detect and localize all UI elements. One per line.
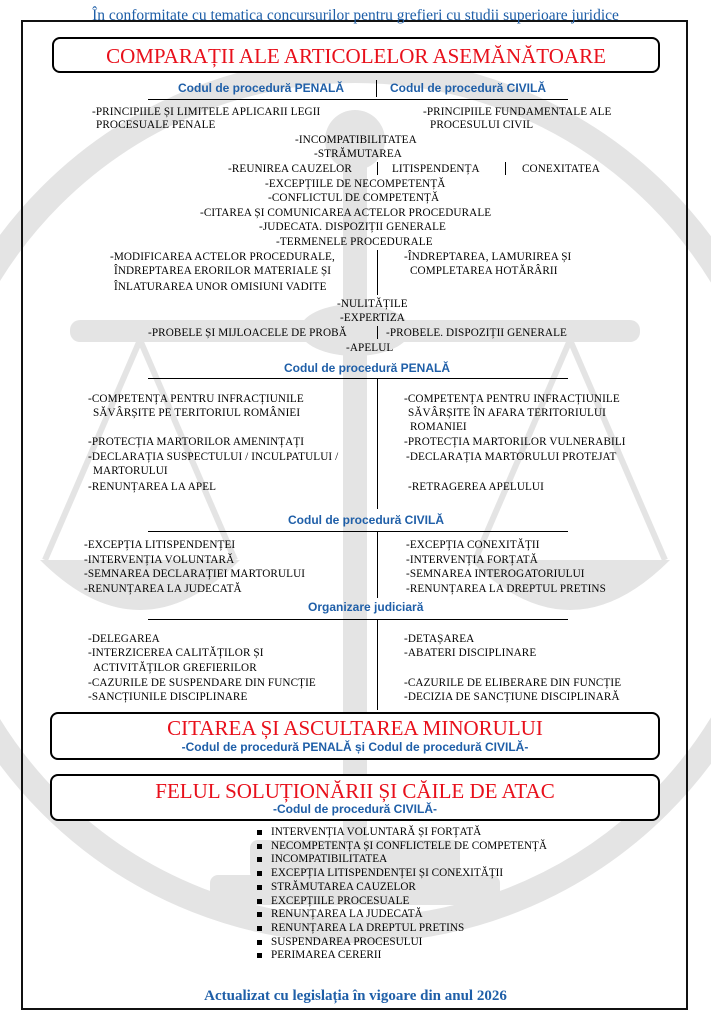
square-bullet-icon [257,871,262,876]
list-item: RENUNȚAREA LA DREPTUL PRETINS [255,922,547,936]
org-left-interzicerea-1: -INTERZICEREA CALITĂȚILOR ȘI [88,647,264,659]
penala-right-competenta-2: SĂVÂRȘITE ÎN AFARA TERITORIULUI [408,407,606,419]
square-bullet-icon [257,953,262,958]
list-item: INTERVENȚIA VOLUNTARĂ ȘI FORȚATĂ [255,826,547,840]
penala-rule [148,378,568,379]
conexitatea: CONEXITATEA [522,163,600,175]
stramutarea: -STRĂMUTAREA [314,148,402,160]
probele-right: -PROBELE. DISPOZIȚII GENERALE [386,327,567,339]
termenele: -TERMENELE PROCEDURALE [276,236,433,248]
square-bullet-icon [257,885,262,890]
org-left-interzicerea-2: ACTIVITĂȚILOR GREFIERILOR [93,662,257,674]
divider [377,250,378,295]
square-bullet-icon [257,830,262,835]
list-item: PERIMAREA CERERII [255,949,547,963]
org-right-abateri: -ABATERI DISCIPLINARE [404,647,537,659]
header-divider [376,80,377,97]
square-bullet-icon [257,926,262,931]
reunirea-cauzelor: -REUNIREA CAUZELOR [228,163,352,175]
compare-rule [148,99,568,100]
civila-right-0: -EXCEPȚIA CONEXITĂȚII [406,539,540,551]
citarea-minorului-subtitle: -Codul de procedură PENALĂ și Codul de procedură CIVILĂ- [181,740,529,754]
penala-right-competenta-1: -COMPETENȚA PENTRU INFRACȚIUNILE [404,393,620,405]
principii-right-2: PROCESULUI CIVIL [430,119,534,131]
judecata: -JUDECATA. DISPOZIȚII GENERALE [259,221,446,233]
civila-right-3: -RENUNȚAREA LA DREPTUL PRETINS [406,583,606,595]
penala-left-competenta-2: SĂVÂRȘITE PE TERITORIUL ROMÂNIEI [93,407,301,419]
penala-right-declaratia: -DECLARAȚIA MARTORULUI PROTEJAT [406,451,617,463]
penala-right-retragerea: -RETRAGEREA APELULUI [408,481,544,493]
org-left-delegarea: -DELEGAREA [88,633,160,645]
principii-left-2: PROCESUALE PENALE [96,119,216,131]
square-bullet-icon [257,899,262,904]
organizare-title: Organizare judiciară [308,600,424,614]
citarea-minorului-title: CITAREA ȘI ASCULTAREA MINORULUI [167,716,543,740]
felul-solutionarii-box [50,774,660,821]
list-item: EXCEPȚIILE PROCESUALE [255,895,547,909]
civila-left-0: -EXCEPȚIA LITISPENDENȚEI [84,539,236,551]
expertiza: -EXPERTIZA [340,312,405,324]
felul-solutionarii-subtitle: -Codul de procedură CIVILĂ- [272,802,437,816]
civila-left-3: -RENUNȚAREA LA JUDECATĂ [84,583,242,595]
civila-right-1: -INTERVENȚIA FORȚATĂ [406,554,538,566]
divider [377,326,378,339]
square-bullet-icon [257,844,262,849]
modificarea-2: ÎNDREPTAREA ERORILOR MATERIALE ȘI [114,265,332,277]
civila-left-2: -SEMNAREA DECLARAȚIEI MARTORULUI [84,568,306,580]
org-left-sanctiunile: -SANCȚIUNILE DISCIPLINARE [88,691,248,703]
organizare-rule [148,619,568,620]
list-item: STRĂMUTAREA CAUZELOR [255,881,547,895]
modificarea-1: -MODIFICAREA ACTELOR PROCEDURALE, [110,251,335,263]
square-bullet-icon [257,857,262,862]
main-title: COMPARAȚII ALE ARTICOLELOR ASEMĂNĂTOARE [106,44,606,68]
penala-left-declaratia-2: MARTORULUI [93,465,168,477]
indreptarea-2: COMPLETAREA HOTĂRÂRII [410,265,558,277]
list-item: RENUNȚAREA LA JUDECATĂ [255,908,547,922]
org-right-detasarea: -DETAȘAREA [404,633,475,645]
nulitatile: -NULITĂȚILE [337,298,408,310]
compare-header-left: Codul de procedură PENALĂ [178,81,345,95]
compare-header-right: Codul de procedură CIVILĂ [390,81,547,95]
litispendenta: LITISPENDENȚA [392,163,480,175]
principii-left-1: -PRINCIPIILE ȘI LIMITELE APLICARII LEGII [92,106,321,118]
apelul: -APELUL [346,342,394,354]
list-item: INCOMPATIBILITATEA [255,853,547,867]
divider [505,162,506,175]
org-right-decizia: -DECIZIA DE SANCȚIUNE DISCIPLINARĂ [404,691,620,703]
felul-solutionarii-title: FELUL SOLUȚIONĂRII ȘI CĂILE DE ATAC [155,779,555,803]
footer-note: Actualizat cu legislația în vigoare din anul 2026 [204,988,507,1004]
principii-right-1: -PRINCIPIILE FUNDAMENTALE ALE [423,106,612,118]
penala-left-protectia: -PROTECȚIA MARTORILOR AMENINȚAȚI [88,436,305,448]
incompatibilitatea: -INCOMPATIBILITATEA [295,134,417,146]
conflictul-competenta: -CONFLICTUL DE COMPETENȚĂ [268,192,440,204]
citarea-minorului-box [50,712,660,760]
org-right-cazurile: -CAZURILE DE ELIBERARE DIN FUNCȚIE [404,677,622,689]
top-line: În conformitate cu tematica concursurilor pentru grefieri cu studii superioare juridice [92,7,619,24]
felul-bullet-list [255,826,547,963]
square-bullet-icon [257,940,262,945]
penala-right-protectia: -PROTECȚIA MARTORILOR VULNERABILI [404,436,626,448]
list-item: NECOMPETENȚA ȘI CONFLICTELE DE COMPETENȚĂ [255,840,547,854]
list-item: SUSPENDAREA PROCESULUI [255,936,547,950]
divider [377,162,378,175]
civila-right-2: -SEMNAREA INTEROGATORIULUI [406,568,585,580]
exceptiile-necompetenta: -EXCEPȚIILE DE NECOMPETENȚĂ [265,178,446,190]
organizare-divider [377,620,378,710]
penala-right-competenta-3: ROMANIEI [410,421,467,433]
indreptarea-1: -ÎNDREPTAREA, LAMURIREA ȘI [404,251,572,263]
civila-rule [148,531,568,532]
penala-left-competenta-1: -COMPETENȚA PENTRU INFRACȚIUNILE [88,393,304,405]
citarea-comunicarea: -CITAREA ȘI COMUNICAREA ACTELOR PROCEDURALE [200,207,492,219]
org-left-cazurile: -CAZURILE DE SUSPENDARE DIN FUNCȚIE [88,677,316,689]
penala-left-renuntarea: -RENUNȚAREA LA APEL [88,481,217,493]
main-title-box [52,37,660,73]
civila-divider [377,532,378,598]
modificarea-3: ÎNLATURAREA UNOR OMISIUNI VADITE [114,281,327,293]
list-item: EXCEPȚIA LITISPENDENȚEI ȘI CONEXITĂȚII [255,867,547,881]
penala-left-declaratia-1: -DECLARAȚIA SUSPECTULUI / INCULPATULUI / [88,451,339,463]
square-bullet-icon [257,912,262,917]
civila-title: Codul de procedură CIVILĂ [288,513,445,527]
penala-divider [377,379,378,509]
civila-left-1: -INTERVENȚIA VOLUNTARĂ [84,554,235,566]
probele-left: -PROBELE ȘI MIJLOACELE DE PROBĂ [148,327,347,339]
penala-title: Codul de procedură PENALĂ [284,361,451,375]
